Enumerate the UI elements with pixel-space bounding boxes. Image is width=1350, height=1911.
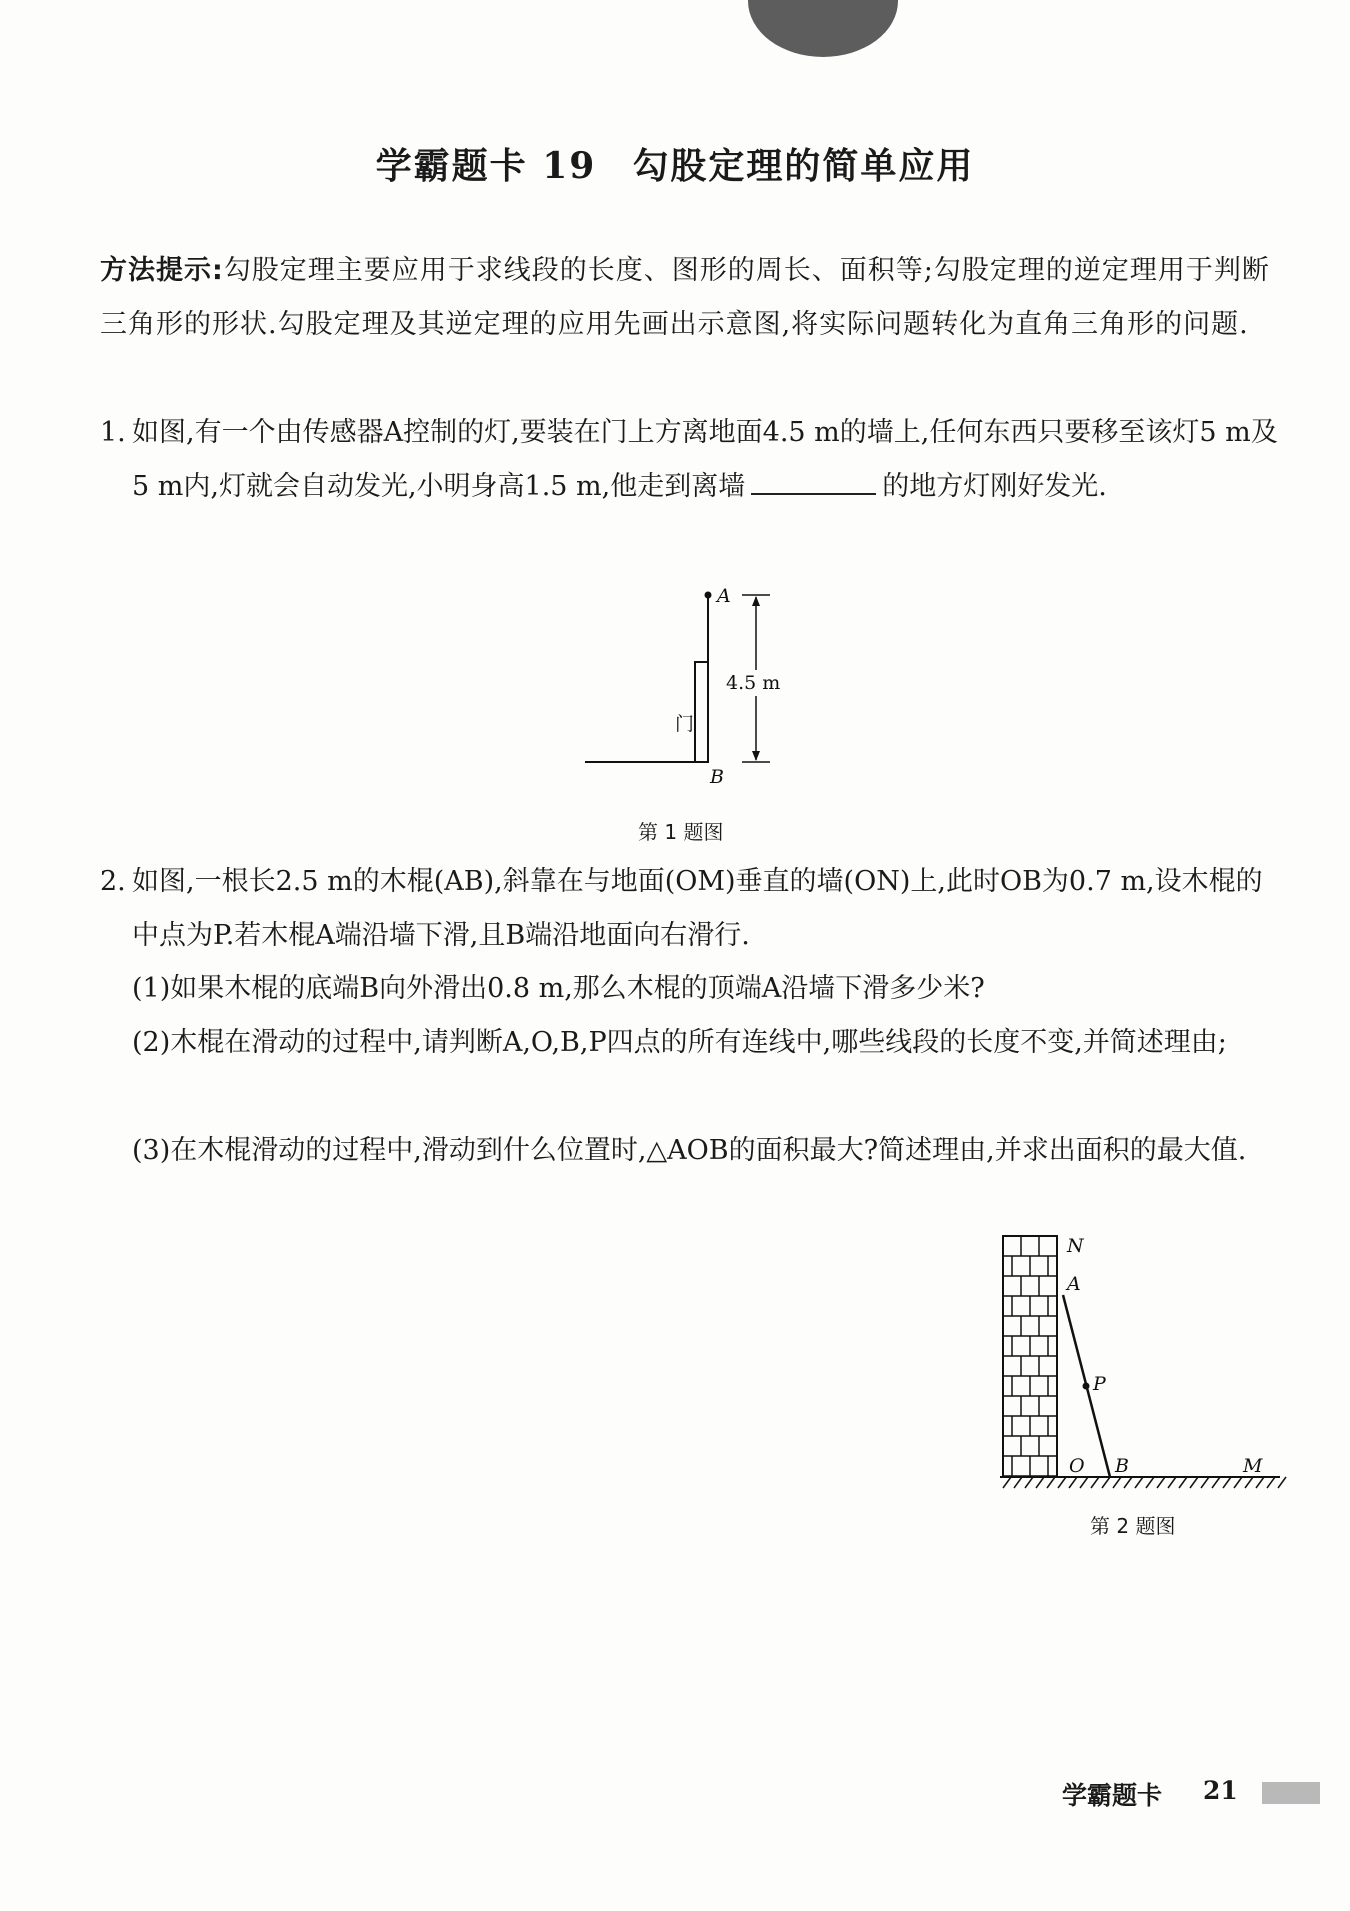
question-2-number: 2. [100,866,126,897]
sensor-point-a [705,592,712,599]
figure-2 [995,1230,1295,1500]
title-topic: 勾股定理的简单应用 [632,145,975,187]
question-1-number: 1. [100,417,126,448]
answer-blank[interactable] [751,467,876,495]
dimension-label: 4.5 m [726,672,781,694]
midpoint-p [1083,1383,1090,1390]
figure-2-caption: 第 2 题图 [1090,1514,1176,1538]
question-2 [100,855,1280,963]
question-2-text: 如图,一根长2.5 m的木棍(AB),斜靠在与地面(OM)垂直的墙(ON)上,此时OB为0.7 m,设木棍的中点为P.若木棍A端沿墙下滑,且B端沿地面向右滑行. [132,866,1263,951]
hint-text: 勾股定理主要应用于求线段的长度、图形的周长、面积等;勾股定理的逆定理用于判断三角形的形状.勾股定理及其逆定理的应用先画出示意图,将实际问题转化为直角三角形的问题. [100,255,1270,340]
label-b: B [710,766,724,788]
label-m: M [1243,1455,1263,1477]
label-b: B [1115,1455,1129,1477]
question-2-part-1: (1)如果木棍的底端B向外滑出0.8 m,那么木棍的顶端A沿墙下滑多少米? [132,973,985,1004]
ground-hatching [1003,1477,1286,1488]
question-2-part-3: (3)在木棍滑动的过程中,滑动到什么位置时,△AOB的面积最大?简述理由,并求出面积的最大值. [132,1135,1247,1166]
page-number: 21 [1203,1776,1238,1805]
figure-1 [580,570,810,790]
question-1-text: 如图,有一个由传感器A控制的灯,要装在门上方离地面4.5 m的墙上,任何东西只要移至该灯5 m及5 m内,灯就会自动发光,小明身高1.5 m,他走到离墙 [132,417,1278,502]
footer-title: 学霸题卡 [1062,1781,1163,1810]
question-2-part-2: (2)木棍在滑动的过程中,请判断A,O,B,P四点的所有连线中,哪些线段的长度不变,并简述理由; [132,1027,1227,1058]
method-hint [100,244,1280,352]
page-tab-decoration [748,0,898,57]
label-n: N [1067,1235,1084,1257]
label-a: A [717,585,731,607]
figure-1-caption: 第 1 题图 [638,820,724,844]
label-o: O [1069,1455,1085,1477]
page-title [0,138,1350,189]
dimension-arrow-down [752,751,760,761]
question-1 [100,406,1280,514]
label-door: 门 [675,713,695,735]
title-card-number: 学霸题卡 19 [375,145,597,187]
footer-bar [1262,1782,1320,1804]
brick-wall [1003,1236,1057,1477]
hint-label: 方法提示: [100,255,224,286]
label-p: P [1093,1373,1106,1395]
question-1-text-end: 的地方灯刚好发光. [882,471,1107,502]
door [695,662,708,762]
dimension-arrow-up [752,596,760,606]
label-a: A [1067,1273,1081,1295]
